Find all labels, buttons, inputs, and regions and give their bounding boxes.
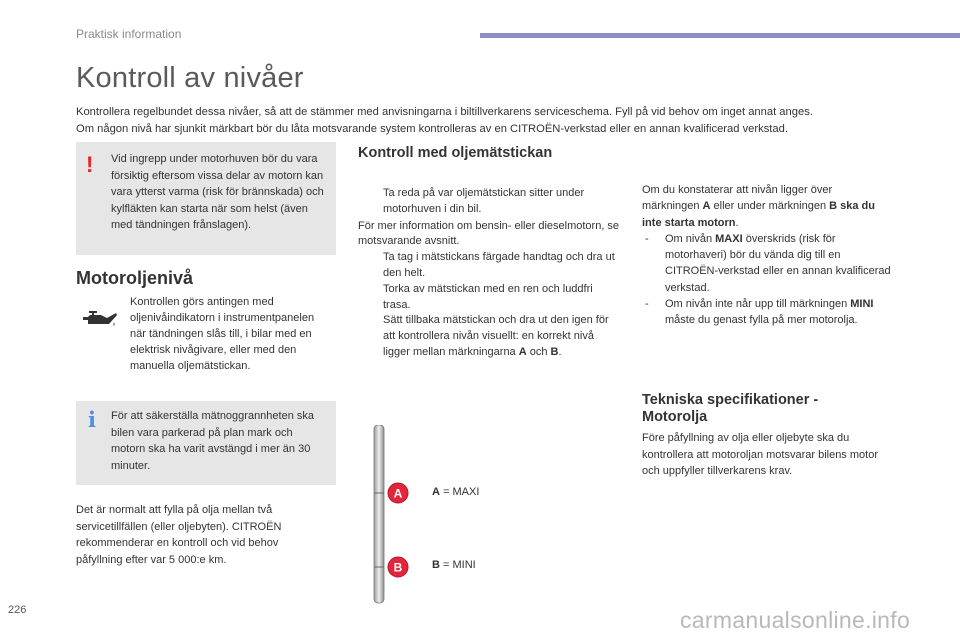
level-check-intro: Om du konstaterar att nivån ligger över märkningen A eller under märkningen B ska du inte starta motorn. xyxy=(642,184,875,229)
info-icon: i xyxy=(88,407,96,432)
tech-spec-text: Före påfyllning av olja eller oljebyte ska du kontrollera att motoroljan motsvarar bilens motor och uppfyller tillverkarens krav. xyxy=(642,432,878,477)
page-number: 226 xyxy=(8,604,27,616)
list-item: Torka av mätstickan med en ren och luddfri trasa. xyxy=(383,282,593,311)
list-item: Ta reda på var oljemätstickan sitter under motorhuven i din bil. xyxy=(383,187,585,215)
oil-level-heading: Motoroljenivå xyxy=(76,268,194,288)
oil-level-text: Kontrollen görs antingen med oljenivåindikatorn i instrumentpanelen när tändningen slås till, i bilar med en elektrisk nivågivare, eller med den manuella oljemätstickan. xyxy=(130,296,315,372)
watermark: carmanualsonline.info xyxy=(680,607,911,633)
dipstick-illustration xyxy=(369,425,414,610)
header-bar xyxy=(480,33,960,38)
level-check-text xyxy=(642,182,892,329)
mark-b-label: B = MINI xyxy=(432,559,476,571)
dipstick-reference: För mer information om bensin- eller dieselmotorn, se motsvarande avsnitt. xyxy=(358,219,620,248)
intro-paragraph xyxy=(76,104,896,138)
page-title: Kontroll av nivåer xyxy=(76,62,304,94)
section-header: Praktisk information xyxy=(76,27,182,41)
dipstick-steps xyxy=(358,186,623,361)
info-text: För att säkerställa mätnoggrannheten ska bilen vara parkerad på plan mark och motorn ska ha varit avstängd i mer än 30 minuter. xyxy=(111,410,315,472)
warning-icon: ! xyxy=(86,152,94,177)
list-item: - Om nivån MAXI överskrids (risk för motorhaveri) bör du vända dig till en CITROËN-verkstad eller en annan kvalificerad verkstad. xyxy=(645,232,891,294)
intro-line-1: Kontrollera regelbundet dessa nivåer, så att de stämmer med anvisningarna i biltillverkarens serviceschema. Fyll på vid behov om inget annat anges. xyxy=(76,106,813,118)
tech-spec-heading: Tekniska specifikationer - Motorolja xyxy=(642,392,819,425)
mark-a-label: A = MAXI xyxy=(432,486,480,498)
oil-can-icon xyxy=(80,309,120,336)
list-item: - Om nivån inte når upp till märkningen MINI måste du genast fylla på mer motorolja. xyxy=(645,298,874,327)
list-item: Ta tag i mätstickans färgade handtag och dra ut den helt. xyxy=(383,251,615,279)
normal-consumption-text: Det är normalt att fylla på olja mellan två servicetillfällen (eller oljebyten). CITROËN rekommenderar en kontroll och vid behov påfyllning efter var 5 000:e km. xyxy=(76,504,282,566)
warning-text: Vid ingrepp under motorhuven bör du vara försiktig eftersom vissa delar av motorn kan vara ytterst varma (risk för brännskada) och kylfläkten kan starta när som helst (även med tändningen frånslagen). xyxy=(111,153,324,231)
mark-b-letter: B xyxy=(393,560,403,575)
dipstick-heading: Kontroll med oljemätstickan xyxy=(358,145,553,161)
intro-line-2: Om någon nivå har sjunkit märkbart bör du låta motsvarande system kontrolleras av en CITROËN-verkstad eller en annan kvalificerad verkstad. xyxy=(76,123,788,135)
mark-a-letter: A xyxy=(393,486,403,501)
list-item: Sätt tillbaka mätstickan och dra ut den igen för att kontrollera nivån visuellt: en korrekt nivå ligger mellan märkningarna A och B. xyxy=(383,314,609,358)
